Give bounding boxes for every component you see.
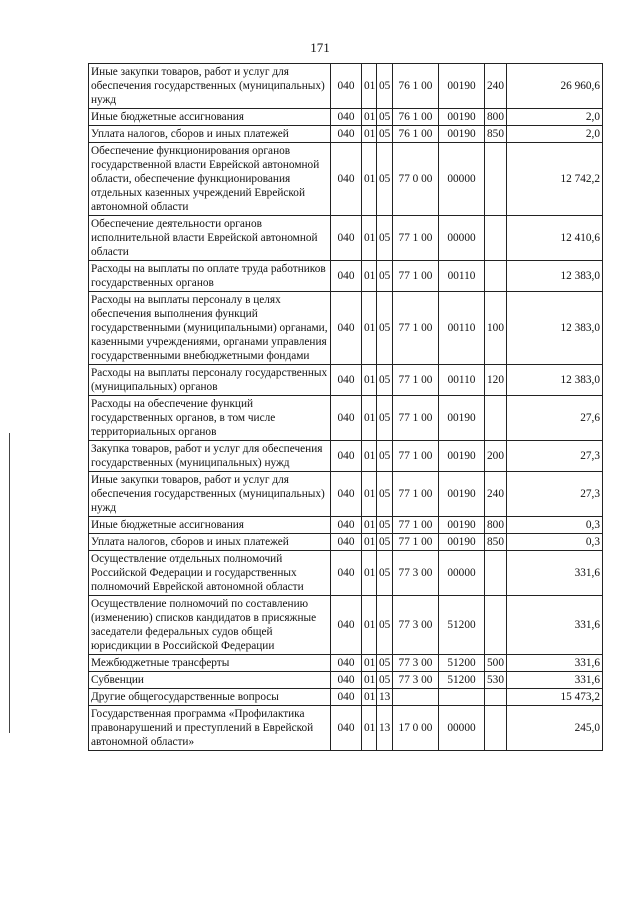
cell-name: Обеспечение функционирования органов государственной власти Еврейской автономной области, обеспечение функционирования отдельных казенных учреждений Еврейской автономной области	[89, 143, 331, 216]
cell-amount: 27,6	[507, 396, 603, 441]
cell-expense-type	[485, 143, 507, 216]
cell-subsection: 05	[377, 126, 393, 143]
cell-expense-type	[485, 689, 507, 706]
cell-subsection: 05	[377, 292, 393, 365]
cell-target-article: 76 1 00	[393, 109, 439, 126]
cell-subsection: 05	[377, 396, 393, 441]
cell-ministry-code: 040	[331, 672, 362, 689]
cell-ministry-code: 040	[331, 143, 362, 216]
cell-subsection: 13	[377, 689, 393, 706]
cell-ministry-code: 040	[331, 551, 362, 596]
cell-section: 01	[362, 551, 377, 596]
cell-subsection: 05	[377, 517, 393, 534]
cell-subsection: 05	[377, 441, 393, 472]
cell-expense-type: 100	[485, 292, 507, 365]
cell-section: 01	[362, 517, 377, 534]
cell-expense-type	[485, 261, 507, 292]
cell-ministry-code: 040	[331, 292, 362, 365]
cell-name: Субвенции	[89, 672, 331, 689]
cell-section: 01	[362, 143, 377, 216]
cell-subsection: 05	[377, 655, 393, 672]
page-number: 171	[310, 40, 330, 55]
cell-target-article: 77 3 00	[393, 596, 439, 655]
cell-amount: 27,3	[507, 441, 603, 472]
cell-section: 01	[362, 472, 377, 517]
cell-ministry-code: 040	[331, 517, 362, 534]
cell-direction-code: 51200	[439, 655, 485, 672]
cell-name: Осуществление отдельных полномочий Российской Федерации и государственных полномочий Еврейской автономной области	[89, 551, 331, 596]
table-row	[89, 551, 603, 596]
cell-name: Уплата налогов, сборов и иных платежей	[89, 534, 331, 551]
cell-expense-type	[485, 396, 507, 441]
cell-name: Уплата налогов, сборов и иных платежей	[89, 126, 331, 143]
cell-expense-type: 530	[485, 672, 507, 689]
cell-expense-type	[485, 596, 507, 655]
cell-ministry-code: 040	[331, 126, 362, 143]
cell-name: Государственная программа «Профилактика правонарушений и преступлений в Еврейской автономной области»	[89, 706, 331, 751]
cell-expense-type: 200	[485, 441, 507, 472]
cell-target-article: 77 3 00	[393, 655, 439, 672]
cell-target-article: 17 0 00	[393, 706, 439, 751]
cell-section: 01	[362, 534, 377, 551]
table-row	[89, 689, 603, 706]
cell-expense-type: 850	[485, 534, 507, 551]
cell-ministry-code: 040	[331, 706, 362, 751]
cell-ministry-code: 040	[331, 689, 362, 706]
cell-amount: 2,0	[507, 126, 603, 143]
cell-expense-type: 850	[485, 126, 507, 143]
cell-direction-code: 00110	[439, 365, 485, 396]
cell-subsection: 05	[377, 534, 393, 551]
cell-direction-code: 00190	[439, 396, 485, 441]
cell-amount: 15 473,2	[507, 689, 603, 706]
cell-target-article: 76 1 00	[393, 126, 439, 143]
cell-subsection: 05	[377, 261, 393, 292]
cell-ministry-code: 040	[331, 261, 362, 292]
cell-expense-type	[485, 551, 507, 596]
cell-subsection: 05	[377, 672, 393, 689]
cell-section: 01	[362, 396, 377, 441]
cell-amount: 12 742,2	[507, 143, 603, 216]
cell-direction-code: 51200	[439, 596, 485, 655]
cell-name: Осуществление полномочий по составлению (изменению) списков кандидатов в присяжные заседатели федеральных судов общей юрисдикции в Российской Федерации	[89, 596, 331, 655]
cell-expense-type: 240	[485, 64, 507, 109]
cell-section: 01	[362, 672, 377, 689]
cell-direction-code: 00190	[439, 126, 485, 143]
cell-target-article: 77 1 00	[393, 396, 439, 441]
cell-target-article: 77 1 00	[393, 292, 439, 365]
cell-direction-code: 00190	[439, 472, 485, 517]
table-row	[89, 396, 603, 441]
cell-direction-code: 00000	[439, 216, 485, 261]
cell-section: 01	[362, 706, 377, 751]
cell-subsection: 13	[377, 706, 393, 751]
table-row	[89, 365, 603, 396]
table-row	[89, 261, 603, 292]
cell-amount: 12 410,6	[507, 216, 603, 261]
cell-amount: 0,3	[507, 517, 603, 534]
table-row	[89, 517, 603, 534]
cell-direction-code: 00110	[439, 292, 485, 365]
cell-subsection: 05	[377, 472, 393, 517]
cell-ministry-code: 040	[331, 596, 362, 655]
cell-name: Расходы на выплаты персоналу государственных (муниципальных) органов	[89, 365, 331, 396]
cell-direction-code: 51200	[439, 672, 485, 689]
cell-expense-type: 240	[485, 472, 507, 517]
cell-target-article: 77 1 00	[393, 517, 439, 534]
cell-amount: 331,6	[507, 672, 603, 689]
cell-direction-code: 00000	[439, 551, 485, 596]
cell-amount: 0,3	[507, 534, 603, 551]
cell-ministry-code: 040	[331, 109, 362, 126]
cell-ministry-code: 040	[331, 472, 362, 517]
cell-ministry-code: 040	[331, 396, 362, 441]
table-row	[89, 109, 603, 126]
cell-name: Иные закупки товаров, работ и услуг для обеспечения государственных (муниципальных) нужд	[89, 472, 331, 517]
cell-target-article: 77 3 00	[393, 551, 439, 596]
cell-amount: 2,0	[507, 109, 603, 126]
cell-name: Иные бюджетные ассигнования	[89, 517, 331, 534]
table-row	[89, 596, 603, 655]
table-body	[89, 64, 603, 751]
table-row	[89, 472, 603, 517]
table-row	[89, 64, 603, 109]
cell-ministry-code: 040	[331, 441, 362, 472]
cell-subsection: 05	[377, 216, 393, 261]
cell-direction-code: 00000	[439, 706, 485, 751]
cell-section: 01	[362, 596, 377, 655]
cell-target-article	[393, 689, 439, 706]
cell-direction-code: 00190	[439, 534, 485, 551]
cell-name: Другие общегосударственные вопросы	[89, 689, 331, 706]
cell-direction-code: 00190	[439, 441, 485, 472]
cell-target-article: 76 1 00	[393, 64, 439, 109]
table-row	[89, 706, 603, 751]
cell-direction-code: 00190	[439, 109, 485, 126]
cell-name: Расходы на обеспечение функций государственных органов, в том числе территориальных органов	[89, 396, 331, 441]
cell-expense-type: 800	[485, 109, 507, 126]
cell-target-article: 77 0 00	[393, 143, 439, 216]
cell-name: Расходы на выплаты персоналу в целях обеспечения выполнения функций государственными (муниципальными) органами, казенными учреждениями, органами управления государственными внебюджетными фондами	[89, 292, 331, 365]
cell-subsection: 05	[377, 143, 393, 216]
cell-section: 01	[362, 109, 377, 126]
cell-expense-type: 500	[485, 655, 507, 672]
cell-section: 01	[362, 126, 377, 143]
cell-amount: 12 383,0	[507, 292, 603, 365]
cell-target-article: 77 3 00	[393, 672, 439, 689]
cell-direction-code: 00110	[439, 261, 485, 292]
cell-ministry-code: 040	[331, 534, 362, 551]
cell-expense-type	[485, 216, 507, 261]
cell-amount: 26 960,6	[507, 64, 603, 109]
cell-amount: 27,3	[507, 472, 603, 517]
cell-ministry-code: 040	[331, 216, 362, 261]
cell-name: Расходы на выплаты по оплате труда работников государственных органов	[89, 261, 331, 292]
cell-ministry-code: 040	[331, 365, 362, 396]
cell-section: 01	[362, 655, 377, 672]
table-row	[89, 143, 603, 216]
cell-direction-code	[439, 689, 485, 706]
cell-expense-type	[485, 706, 507, 751]
cell-section: 01	[362, 365, 377, 396]
table-row	[89, 441, 603, 472]
cell-amount: 12 383,0	[507, 261, 603, 292]
cell-amount: 331,6	[507, 596, 603, 655]
cell-name: Обеспечение деятельности органов исполнительной власти Еврейской автономной области	[89, 216, 331, 261]
cell-name: Закупка товаров, работ и услуг для обеспечения государственных (муниципальных) нужд	[89, 441, 331, 472]
cell-direction-code: 00190	[439, 64, 485, 109]
cell-subsection: 05	[377, 109, 393, 126]
cell-direction-code: 00190	[439, 517, 485, 534]
cell-target-article: 77 1 00	[393, 261, 439, 292]
table-row	[89, 216, 603, 261]
cell-subsection: 05	[377, 64, 393, 109]
cell-ministry-code: 040	[331, 655, 362, 672]
cell-section: 01	[362, 689, 377, 706]
cell-section: 01	[362, 292, 377, 365]
cell-name: Межбюджетные трансферты	[89, 655, 331, 672]
cell-direction-code: 00000	[439, 143, 485, 216]
cell-ministry-code: 040	[331, 64, 362, 109]
cell-subsection: 05	[377, 551, 393, 596]
cell-section: 01	[362, 64, 377, 109]
table-row	[89, 292, 603, 365]
table-row	[89, 126, 603, 143]
table-row	[89, 534, 603, 551]
cell-target-article: 77 1 00	[393, 534, 439, 551]
cell-subsection: 05	[377, 365, 393, 396]
margin-line	[9, 433, 10, 733]
table-row	[89, 655, 603, 672]
cell-target-article: 77 1 00	[393, 441, 439, 472]
cell-target-article: 77 1 00	[393, 365, 439, 396]
cell-name: Иные закупки товаров, работ и услуг для обеспечения государственных (муниципальных) нужд	[89, 64, 331, 109]
cell-amount: 245,0	[507, 706, 603, 751]
cell-amount: 331,6	[507, 655, 603, 672]
cell-amount: 12 383,0	[507, 365, 603, 396]
cell-expense-type: 120	[485, 365, 507, 396]
cell-section: 01	[362, 216, 377, 261]
cell-subsection: 05	[377, 596, 393, 655]
cell-expense-type: 800	[485, 517, 507, 534]
cell-target-article: 77 1 00	[393, 216, 439, 261]
cell-section: 01	[362, 441, 377, 472]
budget-table	[88, 63, 603, 751]
cell-section: 01	[362, 261, 377, 292]
cell-target-article: 77 1 00	[393, 472, 439, 517]
cell-name: Иные бюджетные ассигнования	[89, 109, 331, 126]
table-row	[89, 672, 603, 689]
cell-amount: 331,6	[507, 551, 603, 596]
